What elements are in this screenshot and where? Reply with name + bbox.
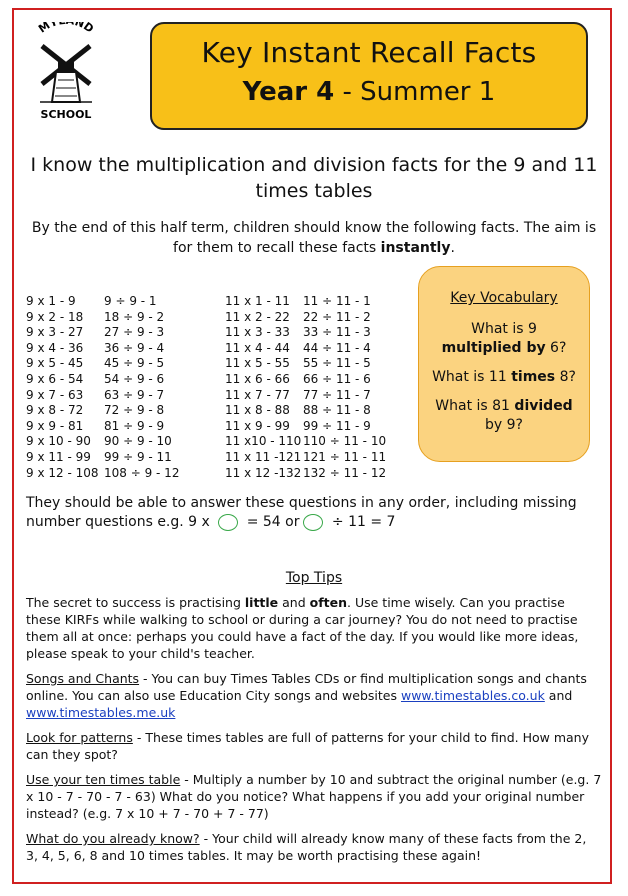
- fact-item: 18 ÷ 9 - 2: [104, 309, 165, 324]
- facts-column-11-divide: [303, 294, 386, 481]
- fact-item: 54 ÷ 9 - 6: [104, 371, 165, 386]
- timestables-co-uk-link[interactable]: www.timestables.co.uk: [400, 688, 545, 703]
- tip-ten-times: Use your ten times table - Multiply a number by 10 and subtract the original number (e.g. 7 x 10 - 7 - 70 - 7 - 63) What do you notice? What happens if you add your original number instead? (e.g. 7 x 10 + 7 - 70 + 7 - 77): [26, 772, 602, 821]
- fact-item: 11 ÷ 11 - 1: [303, 294, 371, 308]
- fact-item: 121 ÷ 11 - 11: [303, 449, 387, 464]
- vocab-title: Key Vocabulary: [450, 290, 558, 306]
- fact-item: 9 x 4 - 36: [26, 340, 84, 355]
- fact-item: 81 ÷ 9 - 9: [104, 418, 165, 433]
- page-subtitle: [152, 77, 586, 107]
- fact-item: 11 x 2 - 22: [225, 309, 290, 324]
- fact-item: 11 x 7 - 77: [225, 387, 290, 402]
- top-tips: [26, 594, 602, 872]
- logo-text-top: MY ND: [36, 22, 97, 36]
- tip-patterns: Look for patterns - These times tables are full of patterns for your child to find. How many can they spot?: [26, 730, 589, 762]
- fact-item: 9 x 8 - 72: [26, 403, 84, 418]
- fact-item: 27 ÷ 9 - 3: [104, 325, 165, 340]
- svg-text:MYLAND: [36, 22, 96, 36]
- answer-instructions: They should be able to answer these questions in any order, including missing number questions e.g. 9 x = 54 or ÷ 11 = 7: [26, 495, 577, 530]
- fact-item: 108 ÷ 9 - 12: [104, 465, 180, 480]
- fact-item: 9 x 11 - 99: [26, 449, 91, 464]
- fact-item: 11 x 6 - 66: [225, 371, 290, 386]
- fact-item: 9 x 5 - 45: [26, 356, 84, 371]
- fact-item: 99 ÷ 11 - 9: [303, 418, 371, 433]
- fact-item: 9 x 1 - 9: [26, 294, 76, 308]
- fact-item: 11 x 11 -121: [225, 449, 302, 464]
- fact-item: 9 x 2 - 18: [26, 309, 84, 324]
- objective-heading: I know the multiplication and division facts for the 9 and 11 times tables: [30, 154, 598, 202]
- fact-item: 45 ÷ 9 - 5: [104, 356, 165, 371]
- fact-item: 66 ÷ 11 - 6: [303, 371, 371, 386]
- fact-item: 9 x 7 - 63: [26, 387, 84, 402]
- fact-item: 11 x 9 - 99: [225, 418, 290, 433]
- windmill-icon: [28, 22, 104, 122]
- key-vocabulary-box: [418, 266, 590, 462]
- fact-item: 77 ÷ 11 - 7: [303, 387, 371, 402]
- fact-item: 9 x 10 - 90: [26, 434, 91, 449]
- fact-item: 55 ÷ 11 - 5: [303, 356, 371, 371]
- intro-text: By the end of this half term, children should know the following facts. The aim is for them to recall these facts instantly.: [31, 220, 597, 256]
- fact-item: 90 ÷ 9 - 10: [104, 434, 172, 449]
- facts-column-11-multiply: [225, 294, 301, 481]
- fact-item: 132 ÷ 11 - 12: [303, 465, 387, 480]
- blank-circle-icon: [303, 514, 323, 531]
- tip-songs: Songs and Chants - You can buy Times Tables CDs or find multiplication songs and chants online. You can also use Education City songs and websites www.timestables.co.uk and www.timestables.me.uk: [26, 671, 587, 720]
- fact-item: 11 x 5 - 55: [225, 356, 290, 371]
- fact-item: 88 ÷ 11 - 8: [303, 403, 371, 418]
- tip-already-know: What do you already know? - Your child will already know many of these facts from the 2, 3, 4, 5, 6, 8 and 10 times tables. It may be worth practising these again!: [26, 831, 587, 863]
- fact-item: 9 x 3 - 27: [26, 325, 84, 340]
- fact-item: 11 x 3 - 33: [225, 325, 290, 340]
- page-title: Key Instant Recall Facts: [201, 36, 537, 69]
- fact-item: 33 ÷ 11 - 3: [303, 325, 371, 340]
- school-logo: [28, 22, 104, 122]
- fact-item: 11 x 12 -132: [225, 465, 302, 480]
- fact-item: 11 x 1 - 11: [225, 294, 290, 308]
- fact-item: 36 ÷ 9 - 4: [104, 340, 165, 355]
- vocab-question-3: What is 81 divided by 9?: [435, 398, 573, 433]
- fact-item: 99 ÷ 9 - 11: [104, 449, 172, 464]
- timestables-me-uk-link[interactable]: www.timestables.me.uk: [26, 705, 176, 720]
- fact-item: 11 x 8 - 88: [225, 403, 290, 418]
- fact-item: 11 x 4 - 44: [225, 340, 290, 355]
- fact-item: 22 ÷ 11 - 2: [303, 309, 371, 324]
- tip-practise: The secret to success is practising little and often. Use time wisely. Can you practise these KIRFs while walking to school or during a car journey? You do not need to practise them all at once: perhaps you could have a fact of the day. If you would like more ideas, please speak to your child's teacher.: [26, 595, 579, 661]
- blank-circle-icon: [218, 514, 238, 531]
- logo-text-bottom: SCHOOL: [40, 108, 92, 121]
- top-tips-title: Top Tips: [285, 570, 343, 586]
- fact-item: 72 ÷ 9 - 8: [104, 403, 165, 418]
- fact-item: 9 x 12 - 108: [26, 465, 99, 480]
- fact-item: 110 ÷ 11 - 10: [303, 434, 387, 449]
- fact-item: 63 ÷ 9 - 7: [104, 387, 165, 402]
- title-banner: [150, 22, 588, 130]
- fact-item: 9 x 6 - 54: [26, 371, 84, 386]
- term-label: - Summer 1: [334, 77, 496, 107]
- fact-item: 11 x10 - 110: [225, 434, 302, 449]
- vocab-question-1: What is 9 multiplied by 6?: [441, 321, 567, 356]
- year-label: Year 4: [242, 77, 335, 107]
- facts-column-9-multiply: [26, 294, 99, 481]
- facts-column-9-divide: [104, 294, 179, 481]
- fact-item: 9 x 9 - 81: [26, 418, 84, 433]
- fact-item: 44 ÷ 11 - 4: [303, 340, 371, 355]
- fact-item: 9 ÷ 9 - 1: [104, 294, 157, 308]
- vocab-question-2: What is 11 times 8?: [432, 369, 576, 385]
